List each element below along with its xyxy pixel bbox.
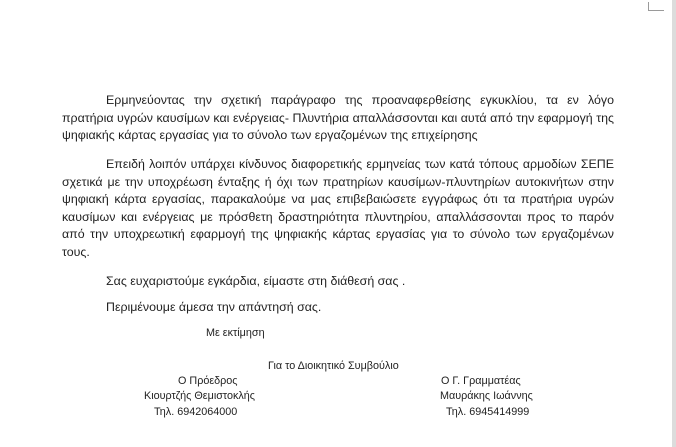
paragraph-text: Επειδή λοιπόν υπάρχει κίνδυνος διαφορετικής ερμηνείας των κατά τόπους αρμοδίων ΣΕΠΕ σχετικά με την υποχρέωση ένταξης ή όχι των πρατηρίων καυσίμων-πλυντηρίων αυτοκινήτων στην ψηφιακή κάρτα εργασίας, παρακαλούμε να μας επιβεβαιώσετε εγγράφως ότι τα πρατήρια υγρών καυσίμων και ενέργειας με πρόσθετη δραστηριότητα πλυντηρίου, απαλλάσσονται προς το παρόν από την υποχρεωτική εφαρμογή της ψηφιακής κάρτας εργασίας για το σύνολο των εργαζομένων τους. [62, 157, 614, 259]
paragraph-interpretation [62, 92, 614, 145]
secretary-title: Ο Γ. Γραμματέας [441, 375, 521, 387]
awaiting-reply-line: Περιμένουμε άμεσα την απάντησή σας. [106, 300, 322, 314]
page-corner-mark [648, 2, 649, 10]
secretary-phone: Τηλ. 6945414999 [446, 406, 530, 418]
president-name: Κιουρτζής Θεμιστοκλής [144, 390, 256, 402]
board-signature-heading: Για το Διοικητικό Συμβούλιο [268, 360, 399, 372]
vertical-scrollbar[interactable] [672, 0, 676, 447]
secretary-name: Μαυράκης Ιωάννης [440, 390, 533, 402]
paragraph-text: Ερμηνεύοντας την σχετική παράγραφο της προαναφερθείσης εγκυκλίου, τα εν λόγο πρατήρια υγρών καυσίμων και ενέργειας- Πλυντήρια απαλλάσσονται και αυτά από την εφαρμογή της ψηφιακής κάρτας εργασίας για το σύνολο των εργαζομένων της επιχείρησης [62, 93, 614, 143]
president-phone: Τηλ. 6942064000 [154, 406, 238, 418]
closing-salutation: Με εκτίμηση [206, 327, 265, 339]
page-corner-mark [648, 10, 664, 11]
paragraph-request [62, 156, 614, 262]
thanks-line: Σας ευχαριστούμε εγκάρδια, είμαστε στη διάθεσή σας . [106, 274, 406, 288]
president-title: Ο Πρόεδρος [178, 375, 238, 387]
